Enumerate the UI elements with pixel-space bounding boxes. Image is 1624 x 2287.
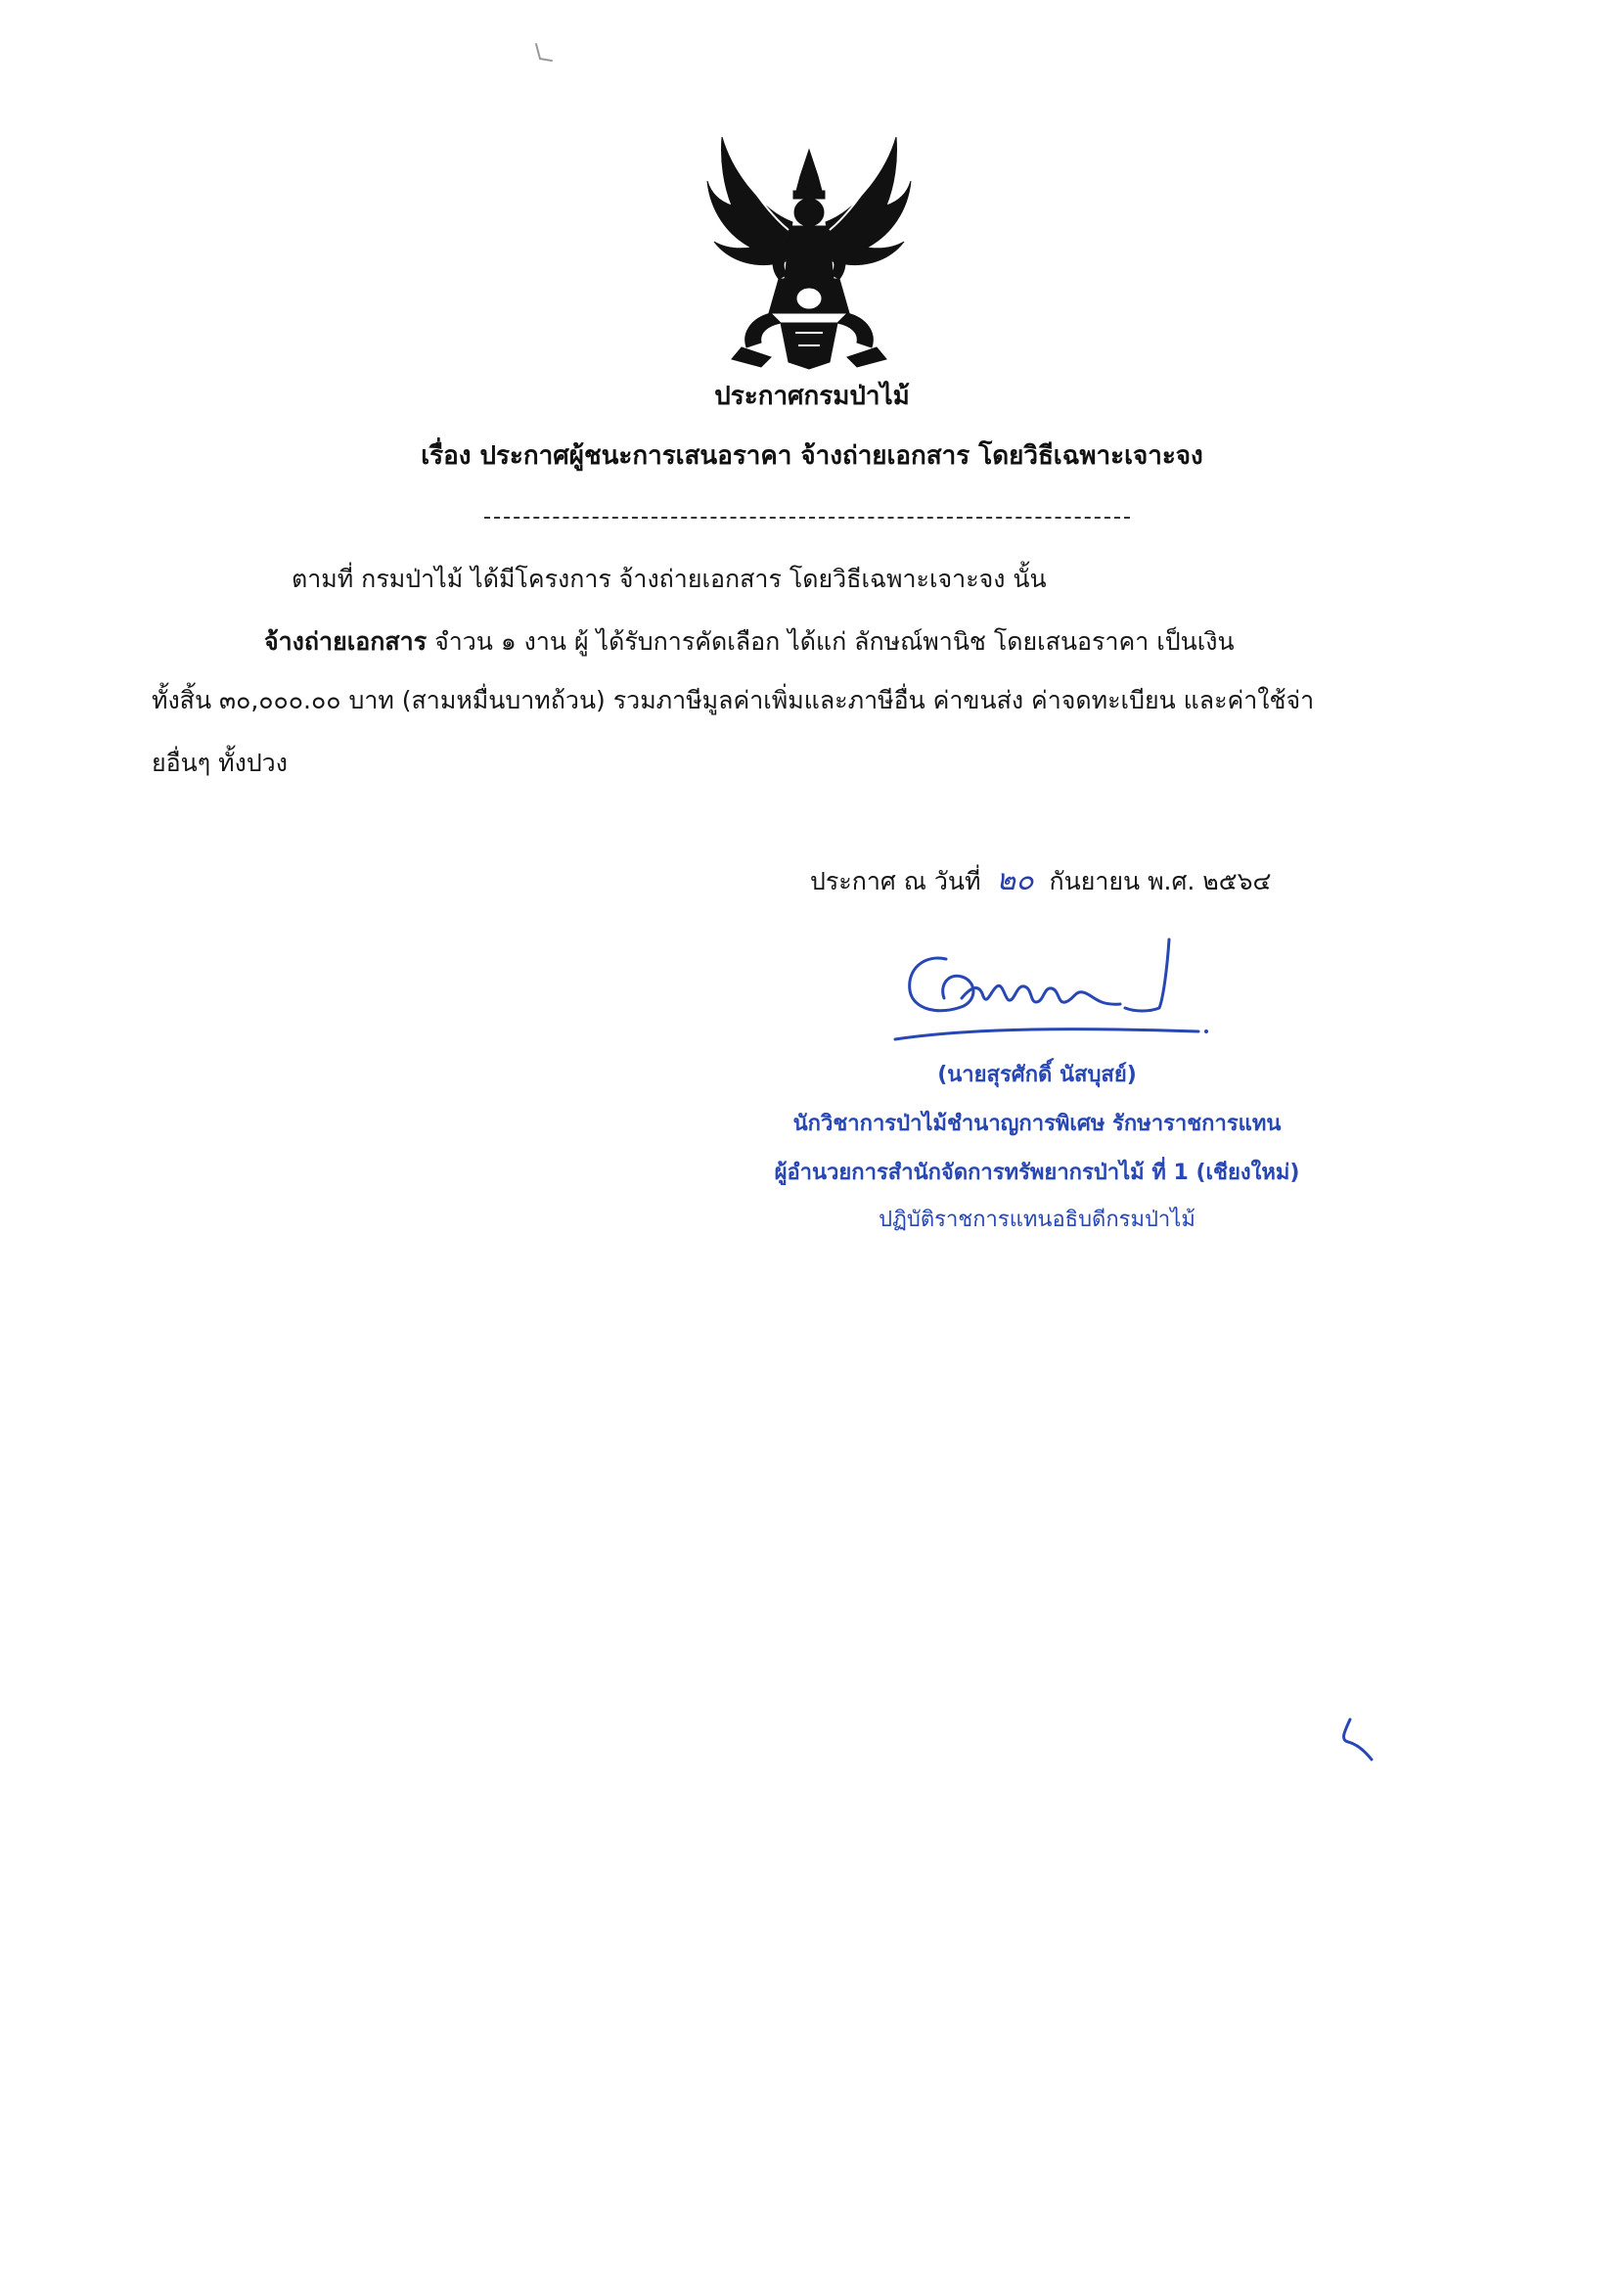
body-line-4: ยอื่นๆ ทั้งปวง [152,749,288,777]
date-day: ๒๐ [996,863,1034,897]
signature-icon [885,930,1218,1062]
announcement-title: ประกาศกรมป่าไม้ [714,382,910,411]
body-line-3: ทั้งสิ้น ๓๐,๐๐๐.๐๐ บาท (สามหมื่นบาทถ้วน) รวมภาษีมูลค่าเพิ่มและภาษีอื่น ค่าขนส่ง ค่าจดทะเบียน และค่าใช้จ่า [152,686,1315,714]
body-line-2-rest: จำวน ๑ งาน ผู้ ได้รับการคัดเลือก ได้แก่ ลักษณ์พานิช โดยเสนอราคา เป็นเงิน [427,627,1235,656]
garuda-emblem-icon [702,132,916,372]
signatory-position-3: ปฏิบัติราชการแทนอธิบดีกรมป่าไม้ [879,1208,1195,1232]
stray-mark-icon [528,39,558,69]
body-line-2-bold: จ้างถ่ายเอกสาร [264,627,428,656]
announcement-subject: เรื่อง ประกาศผู้ชนะการเสนอราคา จ้างถ่ายเอกสาร โดยวิธีเฉพาะเจาะจง [421,441,1203,471]
body-line-1: ตามที่ กรมป่าไม้ ได้มีโครงการ จ้างถ่ายเอกสาร โดยวิธีเฉพาะเจาะจง นั้น [292,565,1047,593]
date-month-year: กันยายน พ.ศ. ๒๕๖๔ [1049,867,1272,895]
divider [484,517,1130,519]
signatory-position-2: ผู้อำนวยการสำนักจัดการทรัพยากรป่าไม้ ที่ 1 (เชียงใหม่) [774,1161,1300,1185]
announcement-date [810,857,1271,903]
date-prefix: ประกาศ ณ วันที่ [810,867,981,895]
body-line-2 [264,622,1235,662]
signatory-position-1: นักวิชาการป่าไม้ชำนาญการพิเศษ รักษาราชการแทน [792,1112,1282,1136]
pen-mark-icon [1331,1715,1379,1763]
signatory-name: (นายสุรศักดิ์ นัสบุสย์) [937,1063,1137,1087]
